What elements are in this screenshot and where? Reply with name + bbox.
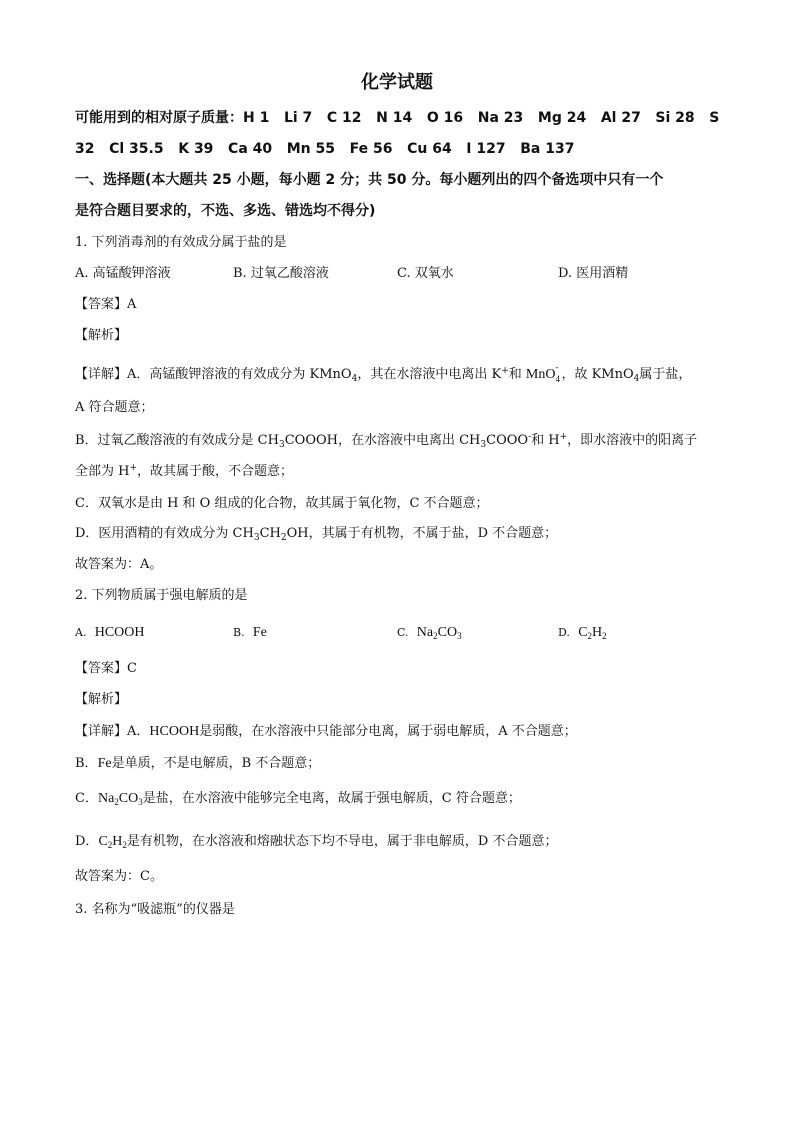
- q1-detail-a-text-5: 属于盐，: [639, 367, 692, 382]
- atomic-mass-values-1: H 1 Li 7 C 12 N 14 O 16 Na 23 Mg 24 Al 27 Si 28 S: [243, 110, 720, 126]
- q1-stem: 1. 下列消毒剂的有效成分属于盐的是: [75, 235, 287, 250]
- q1-detail-b-line-2b: ，故其属于酸，不合题意；: [137, 464, 294, 479]
- q2-option-a: [75, 623, 145, 643]
- q1-detail-a-text-2: ，其在水溶液中电离出 K: [357, 367, 502, 382]
- q1-option-d: D. 医用酒精: [558, 266, 629, 281]
- q1-detail-a-text-1: A．高锰酸钾溶液的有效成分为 KMnO: [127, 367, 352, 382]
- q2-option-d-letter: D.: [558, 626, 570, 639]
- q3-stem: 3. 名称为“吸滤瓶”的仪器是: [75, 902, 235, 917]
- q2-option-c-letter: C.: [397, 626, 409, 639]
- mno4-formula: MnO - 4: [525, 362, 560, 384]
- detail-tag: 【详解】: [75, 724, 128, 739]
- q2-detail-a: [75, 722, 577, 742]
- q1-detail-a: 【详解】A．高锰酸钾溶液的有效成分为 KMnO$_4$，其在水溶液中电离出 K+和 MnO - 4 ，故 KMnO$_4$属于盐，: [75, 362, 692, 384]
- q2-detail-d-text-1: D．: [75, 834, 99, 849]
- q2-option-d: [558, 623, 607, 643]
- q1-detail-c: C．双氧水是由 H 和 O 组成的化合物，故其属于氧化物，C 不合题意；: [75, 496, 489, 511]
- q1-detail-b-line-2a: 全部为 H: [75, 464, 130, 479]
- atomic-mass-line-1: [75, 108, 719, 128]
- q2-detail-c: [75, 789, 521, 809]
- detail-tag: 【详解】: [75, 367, 128, 382]
- q2-stem: 2. 下列物质属于强电解质的是: [75, 588, 248, 603]
- q2-detail-a-text-2: 是弱酸，在水溶液中只能部分电离，属于弱电解质，A 不合题意；: [199, 724, 577, 739]
- atomic-mass-label: 可能用到的相对原子质量：: [75, 110, 243, 126]
- q1-option-c: C. 双氧水: [397, 266, 454, 281]
- q1-detail-d: D．医用酒精的有效成分为 $CH_3CH_2OH$，其属于有机物，不属于盐，D 不合题意；: [75, 526, 558, 543]
- page-title: 化学试题: [361, 72, 433, 93]
- q1-answer: [75, 295, 136, 315]
- q1-detail-a-text-4: ，故 KMnO: [561, 367, 634, 382]
- q1-detail-b-text-1: B．过氧乙酸溶液的有效成分是 CH: [75, 433, 279, 448]
- q1-detail-b-text-3: COOO: [486, 433, 529, 448]
- q2-detail-d-formula: $C_2H_2$: [98, 834, 127, 850]
- q2-option-b-letter: B.: [233, 626, 245, 639]
- q2-detail-d-text-2: 是有机物，在水溶液和熔融状态下均不导电，属于非电解质，D 不合题意；: [126, 834, 558, 849]
- q1-detail-a-line-2: A 符合题意；: [75, 400, 154, 415]
- q2-option-b: [233, 623, 267, 643]
- q1-answer-value: A: [127, 297, 137, 312]
- q2-detail-a-text-1: A．: [127, 724, 150, 739]
- q2-detail-c-formula: $Na_2CO_3$: [97, 791, 143, 807]
- q1-detail-d-text-3: OH，其属于有机物，不属于盐，D 不合题意；: [286, 526, 558, 541]
- q2-option-a-formula: HCOOH: [94, 625, 145, 640]
- q2-conclusion: 故答案为：C。: [75, 869, 163, 884]
- q2-option-c-formula: $Na_2CO_3$: [416, 625, 462, 641]
- section-heading-line-2: 是符合题目要求的，不选、多选、错选均不得分): [75, 203, 376, 219]
- answer-tag: 【答案】: [75, 297, 128, 312]
- q2-detail-c-text-1: C．: [75, 791, 98, 806]
- q1-detail-d-text-2: CH: [259, 526, 281, 541]
- q1-detail-b-text-4: 和 H: [531, 433, 560, 448]
- q1-detail-a-text-3: 和: [508, 367, 526, 382]
- q2-analysis-tag: 【解析】: [75, 692, 128, 707]
- q1-option-a: A. 高锰酸钾溶液: [75, 266, 171, 281]
- q2-detail-b-text-1: B．: [75, 756, 98, 771]
- q1-detail-b-text-2: COOOH，在水溶液中电离出 CH: [284, 433, 481, 448]
- q2-detail-b: [75, 754, 320, 774]
- q2-answer-value: C: [127, 661, 137, 676]
- q2-detail-b-text-2: 是单质，不是电解质，B 不合题意；: [111, 756, 321, 771]
- q2-detail-c-text-2: 是盐，在水溶液中能够完全电离，故属于强电解质，C 符合题意；: [142, 791, 521, 806]
- atomic-mass-line-2: 32 Cl 35.5 K 39 Ca 40 Mn 55 Fe 56 Cu 64 I 127 Ba 137: [75, 141, 575, 157]
- q2-option-d-formula: $C_2H_2$: [578, 625, 607, 641]
- q2-detail-d: [75, 832, 557, 852]
- q2-detail-a-formula: HCOOH: [149, 724, 200, 739]
- q1-conclusion: 故答案为：A。: [75, 557, 163, 572]
- answer-tag: 【答案】: [75, 661, 128, 676]
- q2-option-a-letter: A.: [75, 626, 87, 639]
- q2-answer: [75, 659, 137, 679]
- q1-detail-b: B．过氧乙酸溶液的有效成分是 $CH_3COOOH$，在水溶液中电离出 $CH_3COOO^-$和 H+，即水溶液中的阳离子: [75, 432, 698, 450]
- q1-option-b: B. 过氧乙酸溶液: [233, 266, 329, 281]
- q1-detail-b-line-2: 全部为 H+，故其属于酸，不合题意；: [75, 463, 294, 479]
- q1-detail-b-text-5: ，即水溶液中的阳离子: [567, 433, 698, 448]
- section-heading-line-1: 一、选择题(本大题共 25 小题，每小题 2 分；共 50 分。每小题列出的四个备选项中只有一个: [75, 172, 664, 188]
- q2-option-b-formula: Fe: [252, 625, 267, 640]
- q2-detail-b-formula: Fe: [97, 756, 112, 771]
- q1-detail-d-text-1: D．医用酒精的有效成分为 CH: [75, 526, 254, 541]
- q1-analysis-tag: 【解析】: [75, 328, 128, 343]
- q2-option-c: [397, 623, 462, 643]
